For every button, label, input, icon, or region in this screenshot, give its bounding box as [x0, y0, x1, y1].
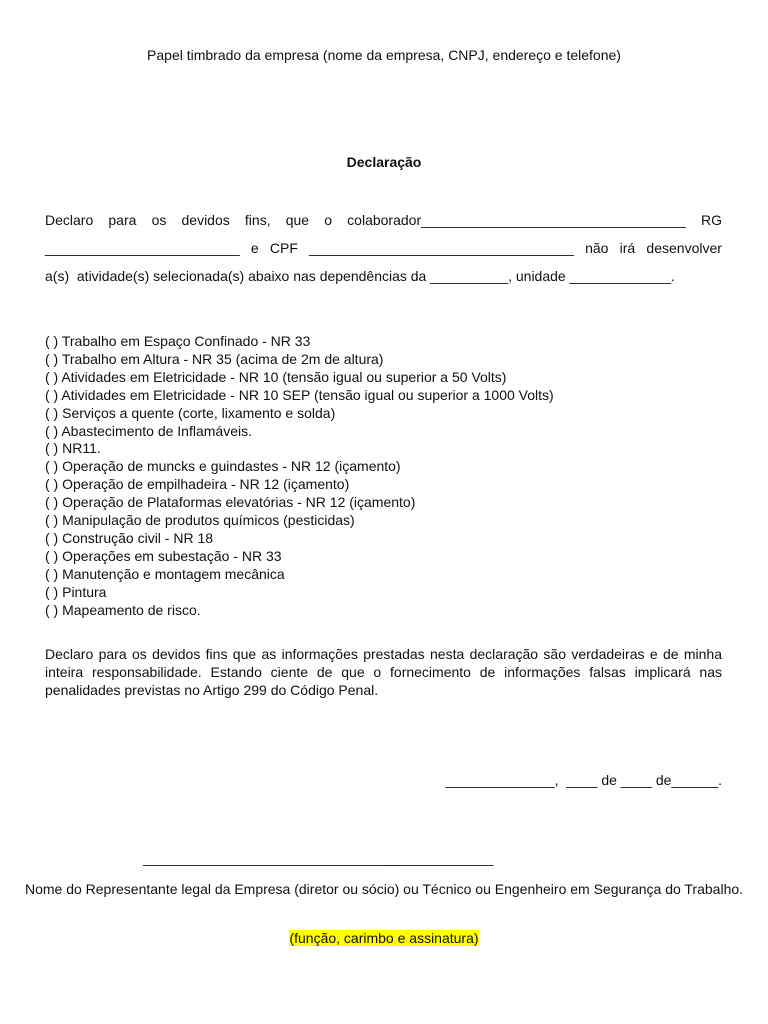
signature-line: _____________________________________________ [143, 850, 494, 866]
activity-item: ( ) Serviços a quente (corte, lixamento e solda) [45, 404, 336, 421]
declaration-paragraph [45, 206, 722, 290]
declaration-word: devidos [181, 212, 230, 228]
declaration-word: que [285, 212, 310, 228]
activity-item: ( ) Pintura [45, 583, 107, 600]
declaration-word: não [585, 240, 609, 256]
activity-item: ( ) Trabalho em Altura - NR 35 (acima de 2m de altura) [45, 350, 384, 367]
declaration-word: para [108, 212, 137, 228]
activity-item: ( ) Operação de muncks e guindastes - NR 12 (içamento) [45, 458, 401, 475]
declaration-line-2 [45, 234, 722, 262]
declaration-word: fins, [244, 212, 271, 228]
activity-item: ( ) Manutenção e montagem mecânica [45, 565, 285, 582]
activity-item: ( ) Atividades em Eletricidade - NR 10 (tensão igual ou superior a 50 Volts) [45, 368, 507, 385]
declaration-line-1 [45, 206, 722, 234]
activity-item: ( ) Construção civil - NR 18 [45, 529, 214, 546]
activity-item: ( ) Trabalho em Espaço Confinado - NR 33 [45, 333, 311, 349]
declaration-word: CPF [269, 240, 298, 256]
activity-item: ( ) Abastecimento de Inflamáveis. [45, 422, 252, 439]
letterhead-placeholder: Papel timbrado da empresa (nome da empresa, CNPJ, endereço e telefone) [147, 47, 621, 63]
activity-item: ( ) Operação de empilhadeira - NR 12 (içamento) [45, 476, 350, 493]
declaration-word: irá [619, 240, 636, 256]
highlighted-role-text: (função, carimbo e assinatura) [289, 930, 479, 946]
activity-item: ( ) NR11. [45, 440, 101, 457]
activity-item: ( ) Manipulação de produtos químicos (pesticidas) [45, 512, 355, 529]
collaborator-name-blank: colaborador__________________________________ [347, 212, 686, 228]
activity-item: ( ) Atividades em Eletricidade - NR 10 SEP (tensão igual ou superior a 1000 Volts) [45, 386, 554, 403]
declaration-word: desenvolver [646, 240, 722, 256]
declaration-line-3-text: a(s) atividade(s) selecionada(s) abaixo nas dependências da __________, unidade _____________. [45, 268, 675, 284]
date-line: ______________, ____ de ____ de______. [445, 772, 722, 788]
signatory-role-note [0, 930, 768, 946]
declaration-word: os [151, 212, 167, 228]
activity-item: ( ) Mapeamento de risco. [45, 601, 201, 618]
declaration-word: e [250, 240, 259, 256]
declaration-line-3 [45, 262, 722, 290]
declaration-word: RG [700, 212, 722, 228]
rg-blank: _________________________ [45, 240, 240, 256]
signatory-description: Nome do Representante legal da Empresa (diretor ou sócio) ou Técnico ou Engenheiro em Segurança do Trabalho. [24, 881, 744, 897]
declaration-word: o [324, 212, 333, 228]
declaration-word: Declaro [45, 212, 94, 228]
cpf-blank: __________________________________ [309, 240, 574, 256]
document-title: Declaração [346, 154, 422, 170]
activity-checklist [45, 333, 722, 620]
activity-item: ( ) Operação de Plataformas elevatórias - NR 12 (içamento) [45, 494, 416, 511]
closing-statement: Declaro para os devidos fins que as informações prestadas nesta declaração são verdadeiras e de minha inteira responsabilidade. Estando ciente de que o fornecimento de informações falsas implicará nas penalidades previstas no Artigo 299 do Código Penal. [45, 646, 722, 698]
activity-item: ( ) Operações em subestação - NR 33 [45, 547, 282, 564]
